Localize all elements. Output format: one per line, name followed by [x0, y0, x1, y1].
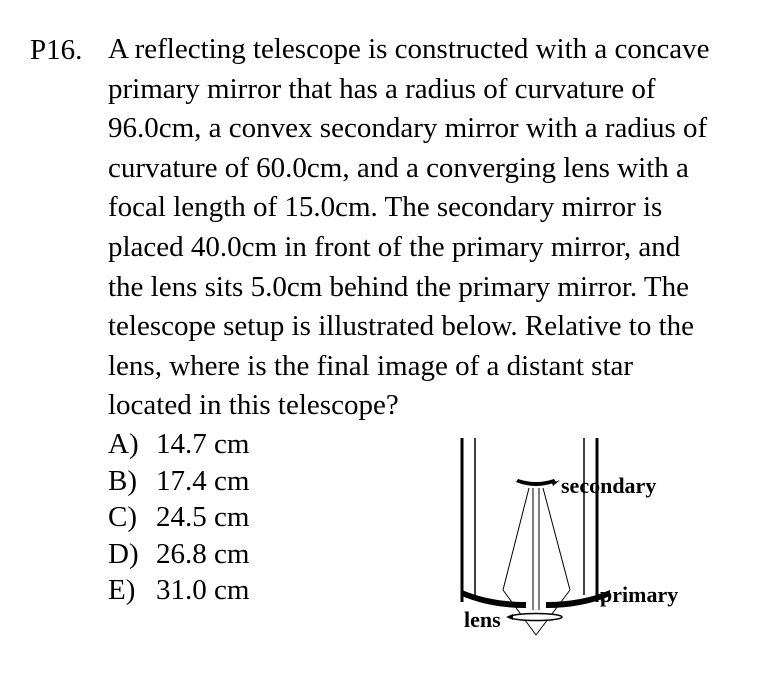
answer-choices	[108, 426, 249, 609]
choice-e	[108, 572, 249, 609]
ray-left-return	[503, 590, 536, 635]
question-line: 96.0cm, a convex secondary mirror with a radius of	[108, 112, 708, 145]
choice-text: 14.7 cm	[156, 428, 250, 460]
primary-label: primary	[600, 582, 679, 607]
ray-left-outer	[503, 488, 529, 590]
lens-arrow	[506, 614, 513, 620]
question-line: telescope setup is illustrated below. Relative to the	[108, 310, 695, 343]
question-line: lens, where is the final image of a distant star	[108, 349, 634, 382]
choice-letter: E)	[108, 574, 136, 606]
lens	[510, 614, 562, 621]
ray-right-return	[536, 590, 570, 635]
choice-text: 26.8 cm	[156, 537, 250, 570]
choice-letter: D)	[108, 537, 139, 570]
lens-label: lens	[464, 607, 501, 632]
choice-text: 17.4 cm	[156, 464, 250, 497]
question-line: curvature of 60.0cm, and a converging lens with a	[108, 151, 689, 184]
secondary-label: secondary	[561, 473, 657, 498]
telescope-diagram	[440, 430, 700, 645]
question-line: primary mirror that has a radius of curvature of	[108, 72, 656, 105]
choice-b	[108, 463, 249, 500]
choice-letter: B)	[108, 464, 137, 497]
secondary-mirror	[516, 479, 556, 486]
choice-letter: A)	[108, 428, 139, 460]
primary-mirror-left	[462, 590, 526, 608]
question-line: placed 40.0cm in front of the primary mirror, and	[108, 230, 681, 263]
ray-right-outer	[543, 488, 570, 590]
question-text	[108, 30, 773, 426]
question-line: the lens sits 5.0cm behind the primary mirror. The	[108, 270, 689, 303]
question-line: located in this telescope?	[108, 389, 399, 422]
choice-d	[108, 536, 249, 573]
choice-text: 31.0 cm	[156, 574, 250, 606]
choice-a	[108, 426, 249, 463]
question-number: P16.	[30, 34, 83, 66]
choice-c	[108, 499, 249, 536]
question-line: focal length of 15.0cm. The secondary mirror is	[108, 191, 663, 224]
choice-text: 24.5 cm	[156, 501, 250, 533]
question-line: A reflecting telescope is constructed with a concave	[108, 33, 710, 65]
choice-letter: C)	[108, 501, 137, 533]
